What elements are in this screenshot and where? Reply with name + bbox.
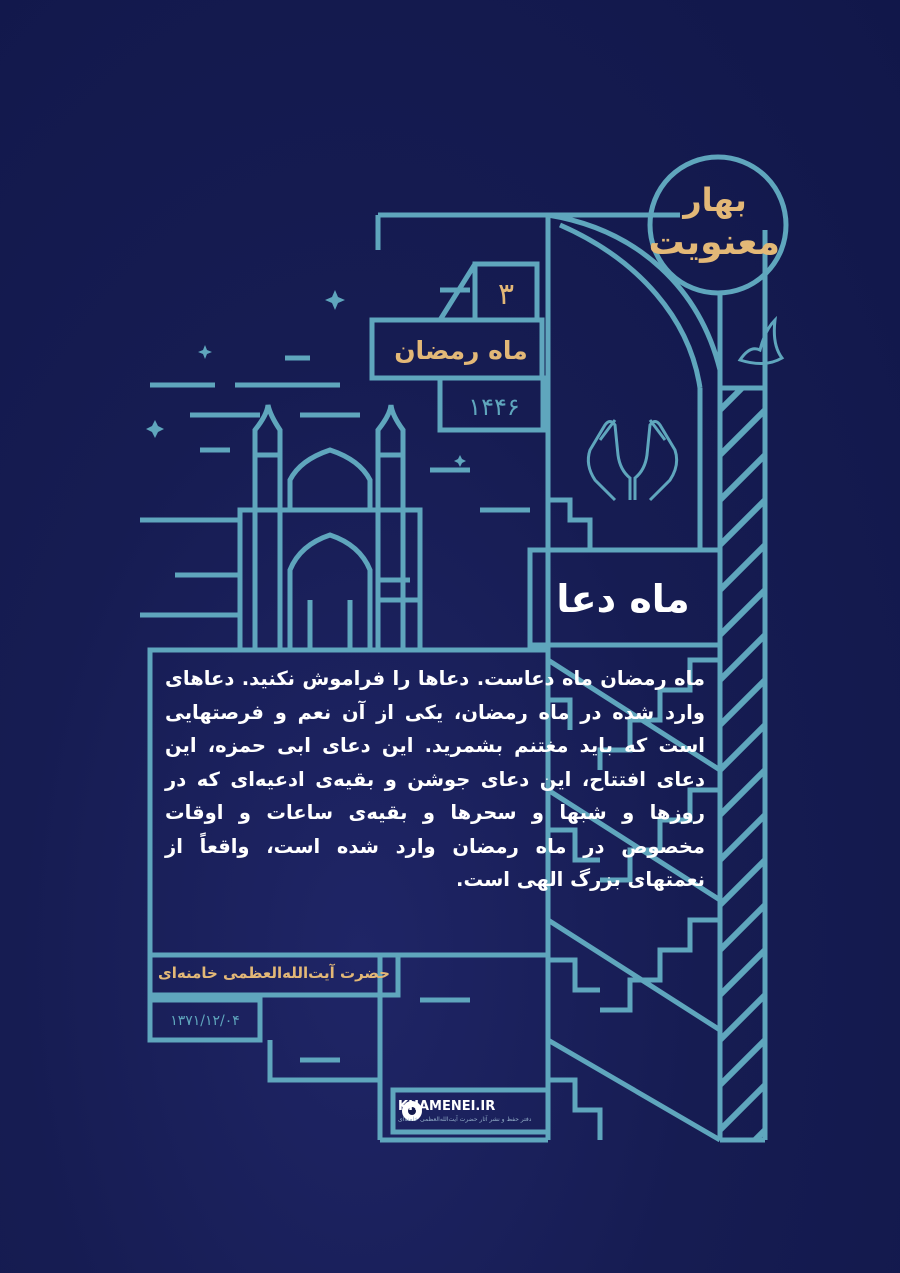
author-label: حضرت آیت‌الله‌العظمی خامنه‌ای bbox=[157, 964, 390, 982]
date-label: ۱۳۷۱/۱۲/۰۴ bbox=[170, 1013, 240, 1029]
praying-hands-icon bbox=[588, 420, 676, 500]
bird-icon bbox=[740, 320, 782, 364]
day-number: ۳ bbox=[497, 277, 515, 312]
month-label: ماه رمضان bbox=[394, 336, 528, 365]
badge-title-line1: بهار bbox=[683, 181, 747, 219]
logo-name: KHAMENEI.IR bbox=[398, 1099, 496, 1114]
year-label: ۱۴۴۶ bbox=[468, 393, 520, 421]
page-title: ماه دعا bbox=[556, 577, 690, 621]
logo-subtitle: دفتر حفظ و نشر آثار حضرت آیت‌الله‌العظمی خامنه‌ای bbox=[398, 1116, 532, 1123]
badge-title-line2: معنویت bbox=[648, 222, 780, 263]
quote-text: ماه رمضان ماه دعاست. دعاها را فراموش نکنید. دعاهای وارد شده در ماه رمضان، یکی از آن نعم و فرصتهایی است که باید مغتنم بشمرید. این دعای ابی حمزه، این دعای افتتاح، این دعای جوشن و بقیه‌ی ادعیه‌ای که در روزها و شبها و سحرها و بقیه‌ی ساعات و اوقات مخصوص در ماه رمضان وارد شده است، واقعاً از نعمتهای بزرگ الهی است. bbox=[165, 667, 705, 891]
